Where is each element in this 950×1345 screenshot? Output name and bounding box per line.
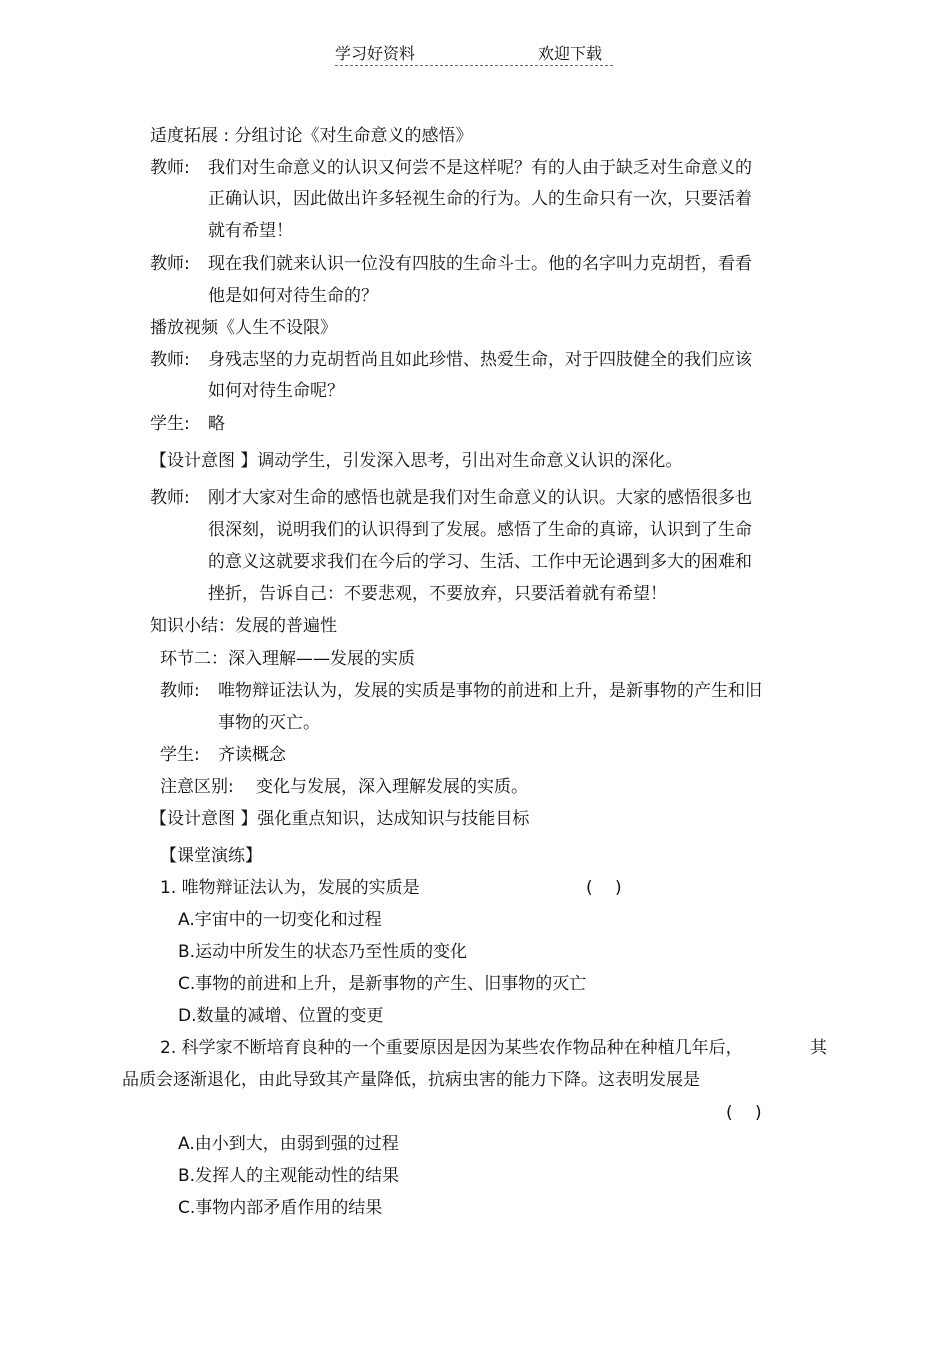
q1-option-a: A.宇宙中的一切变化和过程	[178, 910, 382, 930]
teacher5-label: 教师:	[160, 681, 200, 701]
header-right-text: 欢迎下载	[538, 44, 603, 63]
teacher5-line-1: 唯物辩证法认为，发展的实质是事物的前进和上升，是新事物的产生和旧	[218, 681, 762, 701]
teacher1-line-2: 正确认识，因此做出许多轻视生命的行为。人的生命只有一次，只要活着	[208, 189, 752, 209]
page-header	[335, 41, 613, 66]
q2-answer-paren: ( )	[726, 1103, 762, 1123]
teacher3-line-2: 如何对待生命呢？	[208, 381, 344, 401]
teacher5-line-2: 事物的灭亡。	[218, 713, 320, 733]
q2-option-c: C.事物内部矛盾作用的结果	[178, 1198, 383, 1218]
teacher2-label: 教师:	[150, 254, 190, 274]
q2-stem-tail: 其	[810, 1038, 827, 1058]
q1-option-d: D.数量的减增、位置的变更	[178, 1006, 384, 1026]
teacher3-label: 教师:	[150, 350, 190, 370]
q1-option-c: C.事物的前进和上升，是新事物的产生、旧事物的灭亡	[178, 974, 587, 994]
q2-option-a: A.由小到大，由弱到强的过程	[178, 1134, 399, 1154]
teacher4-line-4: 挫折，告诉自己：不要悲观，不要放弃，只要活着就有希望！	[208, 584, 667, 604]
design-intent-1: 【设计意图 】调动学生，引发深入思考，引出对生命意义认识的深化。	[150, 451, 683, 471]
student2-label: 学生:	[160, 745, 200, 765]
exercise-title: 【课堂演练】	[160, 846, 262, 866]
extension-title: 适度拓展 : 分组讨论《对生命意义的感悟》	[150, 126, 473, 146]
q2-option-b: B.发挥人的主观能动性的结果	[178, 1166, 400, 1186]
teacher4-line-2: 很深刻，说明我们的认识得到了发展。感悟了生命的真谛，认识到了生命	[208, 520, 752, 540]
note-label: 注意区别:	[160, 777, 234, 797]
teacher4-line-3: 的意义这就要求我们在今后的学习、生活、工作中无论遇到多大的困难和	[208, 552, 752, 572]
teacher4-line-1: 刚才大家对生命的感悟也就是我们对生命意义的认识。大家的感悟很多也	[208, 488, 752, 508]
q2-stem-line-2: 品质会逐渐退化，由此导致其产量降低，抗病虫害的能力下降。这表明发展是	[122, 1070, 700, 1090]
student1-label: 学生:	[150, 414, 190, 434]
knowledge-summary: 知识小结：发展的普遍性	[150, 616, 337, 636]
design-intent-2: 【设计意图 】强化重点知识，达成知识与技能目标	[150, 809, 530, 829]
student2-text: 齐读概念	[218, 745, 286, 765]
q1-option-b: B.运动中所发生的状态乃至性质的变化	[178, 942, 468, 962]
q1-stem: 1. 唯物辩证法认为，发展的实质是	[160, 878, 420, 898]
section2-title: 环节二：深入理解——发展的实质	[160, 649, 415, 669]
teacher2-line-1: 现在我们就来认识一位没有四肢的生命斗士。他的名字叫力克胡哲，看看	[208, 254, 752, 274]
teacher2-line-2: 他是如何对待生命的？	[208, 286, 378, 306]
teacher4-label: 教师:	[150, 488, 190, 508]
note-text: 变化与发展，深入理解发展的实质。	[256, 777, 528, 797]
q1-answer-paren: ( )	[586, 878, 622, 898]
header-left-text: 学习好资料	[335, 44, 416, 63]
teacher1-line-3: 就有希望！	[208, 221, 293, 241]
teacher1-line-1: 我们对生命意义的认识又何尝不是这样呢？有的人由于缺乏对生命意义的	[208, 158, 752, 178]
video-line: 播放视频《人生不设限》	[150, 318, 337, 338]
teacher3-line-1: 身残志坚的力克胡哲尚且如此珍惜、热爱生命，对于四肢健全的我们应该	[208, 350, 752, 370]
student1-text: 略	[208, 414, 225, 434]
teacher1-label: 教师:	[150, 158, 190, 178]
q2-stem-line-1: 2. 科学家不断培育良种的一个重要原因是因为某些农作物品种在种植几年后，	[160, 1038, 743, 1058]
